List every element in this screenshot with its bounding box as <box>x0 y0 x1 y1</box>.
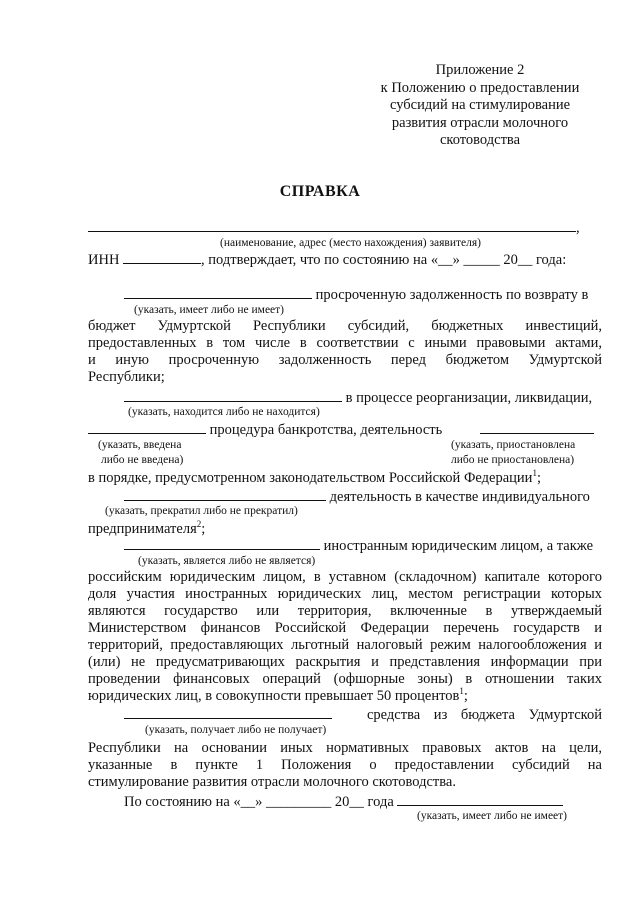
foreign-text: иностранным юридическим лицом, а также <box>323 538 594 554</box>
activity-caption-right: либо не приостановлена) <box>451 454 575 466</box>
inn-blank[interactable] <box>123 252 201 264</box>
foreign-paragraph-line: являются государство или территория, включенные в утверждаемый <box>88 603 602 619</box>
foreign-paragraph-line: проведении финансовых операций (офшорные зоны) в отношении таких <box>88 671 602 687</box>
foreign-paragraph-line: российским юридическим лицом, в уставном (складочном) капитале которого <box>88 569 602 585</box>
reorg-caption: (указать, находится либо не находится) <box>128 406 320 418</box>
appendix-line: Приложение 2 <box>435 62 525 78</box>
final-blank[interactable] <box>397 794 563 806</box>
debt-paragraph-line: предоставленных в том числе в соответствии с иными правовыми актами, <box>88 335 602 351</box>
applicant-caption: (наименование, адрес (место нахождения) заявителя) <box>220 237 481 249</box>
funds-blank[interactable] <box>124 707 332 719</box>
entrepreneur-caption: (указать, прекратил либо не прекратил) <box>105 505 298 517</box>
footnote-ref: 1 <box>459 686 464 697</box>
entrepreneur-end-text: предпринимателя <box>88 521 197 537</box>
reorg-text: в процессе реорганизации, ликвидации, <box>345 390 593 406</box>
footnote-ref: 1 <box>532 468 537 479</box>
foreign-caption: (указать, является либо не является) <box>138 555 316 567</box>
foreign-paragraph-line: территорий, предоставляющих льготный налоговый режим налогообложения и <box>88 637 602 653</box>
inn-label: ИНН <box>88 252 120 268</box>
activity-blank[interactable] <box>480 422 594 434</box>
funds-paragraph-line: Республики на основании иных нормативных правовых актов на цели, <box>88 740 602 756</box>
funds-paragraph-line: указанные в пункте 1 Положения о предоставлении субсидий на <box>88 757 602 773</box>
entrepreneur-line <box>124 489 590 505</box>
activity-caption-right: (указать, приостановлена <box>451 439 576 451</box>
appendix-line: развития отрасли молочного <box>391 114 569 131</box>
applicant-comma: , <box>576 220 580 236</box>
entrepreneur-blank[interactable] <box>124 489 326 501</box>
order-text: в порядке, предусмотренном законодательством Российской Федерации <box>88 470 533 486</box>
funds-paragraph-line: стимулирование развития отрасли молочного скотоводства. <box>88 774 456 790</box>
debt-paragraph-line: Республики; <box>88 369 165 385</box>
debt-caption: (указать, имеет либо не имеет) <box>134 304 285 316</box>
final-text: По состоянию на «__» _________ 20__ года <box>124 794 394 810</box>
applicant-blank[interactable] <box>88 220 576 232</box>
bankruptcy-blank[interactable] <box>88 422 206 434</box>
final-caption: (указать, имеет либо не имеет) <box>417 810 568 822</box>
foreign-paragraph-line: (или) не предусматривающих раскрытия и представления информации при <box>88 654 602 670</box>
entrepreneur-end-line <box>88 521 205 537</box>
appendix-line: к Положению о предоставлении <box>380 79 580 96</box>
debt-paragraph-line: бюджет Удмуртской Республики субсидий, бюджетных инвестиций, <box>88 318 602 334</box>
bankruptcy-text: процедура банкротства, деятельность <box>209 422 443 438</box>
inn-line <box>88 252 566 268</box>
foreign-paragraph-line: доля участия иностранных юридических лиц, местом регистрации которых <box>88 586 602 602</box>
document-title: СПРАВКА <box>279 183 361 200</box>
debt-text: просроченную задолженность по возврату в <box>315 287 589 303</box>
reorg-blank[interactable] <box>124 390 342 402</box>
debt-line <box>124 287 588 303</box>
footnote-ref: 2 <box>196 519 202 530</box>
entrepreneur-end: ; <box>201 521 206 537</box>
debt-paragraph-line: и иную просроченную задолженность перед бюджетом Удмуртской <box>88 352 602 368</box>
appendix-line: скотоводства <box>439 132 521 148</box>
bankruptcy-caption-left: (указать, введена <box>98 439 182 451</box>
foreign-end-text: юридических лиц, в совокупности превышает 50 процентов <box>88 688 460 704</box>
foreign-line <box>124 538 593 554</box>
inn-text: , подтверждает, что по состоянию на «__» _____ 20__ года: <box>201 252 567 268</box>
appendix-header <box>340 62 620 150</box>
debt-blank[interactable] <box>124 287 312 299</box>
funds-caption: (указать, получает либо не получает) <box>145 724 327 736</box>
funds-text: средства из бюджета Удмуртской <box>367 707 602 723</box>
foreign-blank[interactable] <box>124 538 320 550</box>
entrepreneur-text: деятельность в качестве индивидуального <box>329 489 590 505</box>
funds-line <box>124 707 332 723</box>
order-end: ; <box>536 470 541 486</box>
reorg-line <box>124 390 592 406</box>
bankruptcy-order-line <box>88 470 541 486</box>
appendix-line: субсидий на стимулирование <box>389 97 571 113</box>
foreign-paragraph-line: Министерством финансов Российской Федерации перечень государств и <box>88 620 602 636</box>
applicant-line <box>88 220 580 236</box>
final-line <box>124 794 563 810</box>
bankruptcy-line <box>88 422 594 438</box>
foreign-paragraph-end <box>88 688 468 704</box>
bankruptcy-caption-left: либо не введена) <box>101 454 184 466</box>
foreign-end: ; <box>463 688 468 704</box>
